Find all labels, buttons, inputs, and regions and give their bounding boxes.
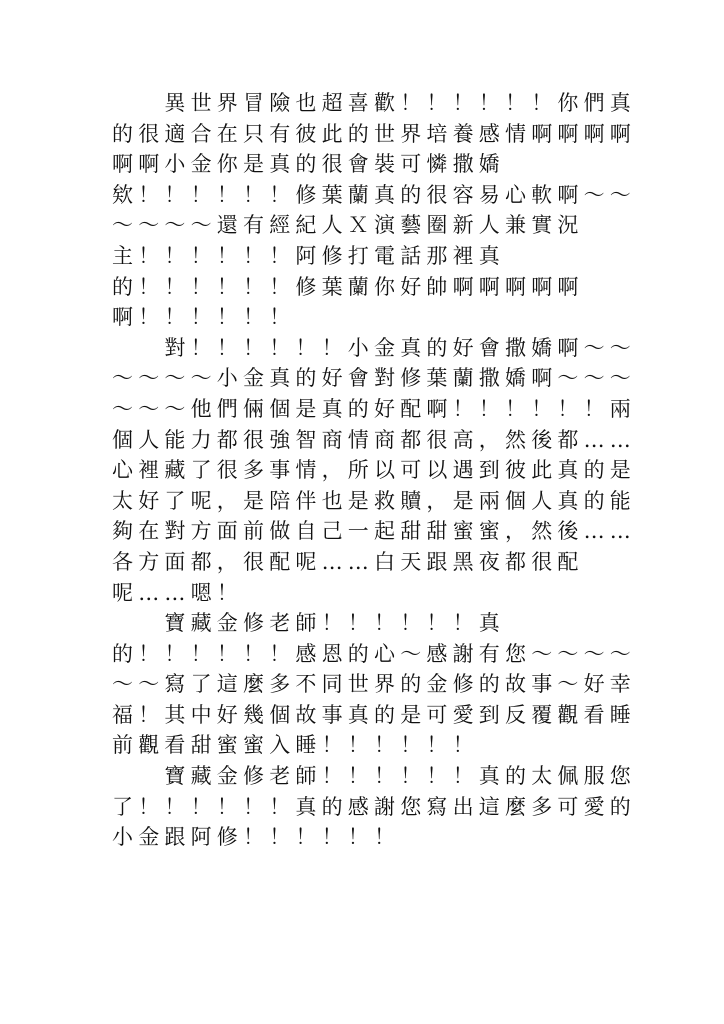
text-line: 心裡藏了很多事情，所以可以遇到彼此真的是 — [112, 458, 636, 483]
text-line: 各方面都，很配呢……白天跟黑夜都很配 — [112, 549, 584, 574]
text-line: 前觀看甜蜜蜜入睡！！！！！！ — [112, 733, 479, 758]
text-line: 啊啊小金你是真的很會裝可憐撒嬌 — [112, 152, 505, 177]
text-line: ～～～～還有經紀人Ｘ演藝圈新人兼實況 — [112, 213, 584, 238]
text-line: 寶藏金修老師！！！！！！真 — [112, 611, 505, 636]
text-line: 福！其中好幾個故事真的是可愛到反覆觀看睡 — [112, 702, 636, 727]
text-line: 的很適合在只有彼此的世界培養感情啊啊啊啊 — [112, 121, 636, 146]
text-line: 太好了呢，是陪伴也是救贖，是兩個人真的能 — [112, 488, 636, 513]
text-line: 啊！！！！！！ — [112, 305, 296, 330]
text-line: 對！！！！！！小金真的好會撒嬌啊～～ — [112, 335, 636, 360]
text-line: 主！！！！！！阿修打電話那裡真 — [112, 243, 505, 268]
text-line: 異世界冒險也超喜歡！！！！！！你們真 — [112, 91, 636, 115]
text-line: 呢……嗯！ — [112, 580, 243, 605]
document-body — [112, 88, 636, 853]
text-line: 的！！！！！！感恩的心～感謝有您～～～～ — [112, 641, 636, 666]
text-line: 個人能力都很強智商情商都很高，然後都…… — [112, 427, 636, 452]
text-line: ～～～他們倆個是真的好配啊！！！！！！兩 — [112, 396, 636, 421]
text-line: ～～寫了這麼多不同世界的金修的故事～好幸 — [112, 672, 636, 697]
text-line: ～～～～小金真的好會對修葉蘭撒嬌啊～～～ — [112, 366, 636, 391]
text-line: 欸！！！！！！修葉蘭真的很容易心軟啊～～ — [112, 182, 636, 207]
text-line: 的！！！！！！修葉蘭你好帥啊啊啊啊啊 — [112, 274, 584, 299]
text-line: 了！！！！！！真的感謝您寫出這麼多可愛的 — [112, 794, 636, 819]
text-line: 寶藏金修老師！！！！！！真的太佩服您 — [112, 764, 636, 789]
text-line: 小金跟阿修！！！！！！ — [112, 825, 401, 850]
text-line: 夠在對方面前做自己一起甜甜蜜蜜，然後…… — [112, 519, 636, 544]
